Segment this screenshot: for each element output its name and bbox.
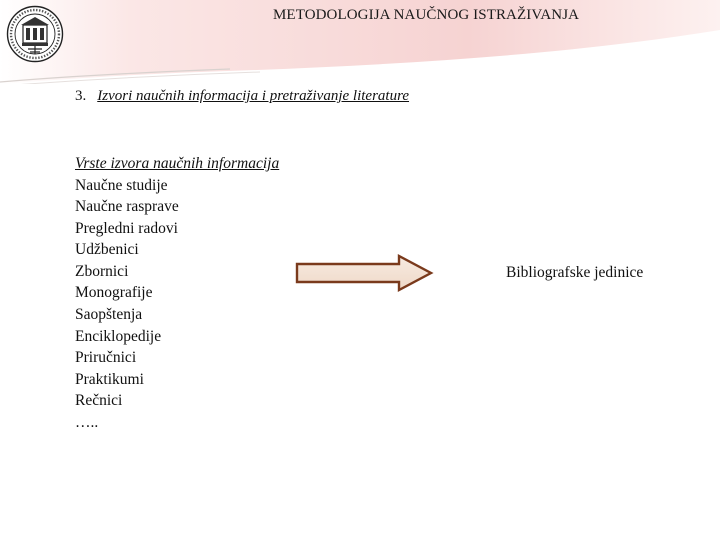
result-label: Bibliografske jedinice — [506, 264, 644, 281]
section-number: 3. — [75, 88, 87, 104]
list-item: Priručnici — [75, 349, 137, 367]
list-item: Pregledni radovi — [75, 219, 178, 237]
sources-heading: Vrste izvora naučnih informacija — [75, 155, 280, 172]
sources-list — [75, 175, 279, 434]
sources-list-block — [75, 153, 279, 434]
page-header-title: METODOLOGIJA NAUČNOG ISTRAŽIVANJA — [273, 7, 580, 23]
list-item: Enciklopedije — [75, 327, 162, 345]
list-item: ….. — [75, 414, 99, 432]
university-seal-icon — [6, 5, 64, 63]
list-item: Zbornici — [75, 262, 129, 280]
list-item: Rečnici — [75, 392, 123, 410]
right-arrow-icon — [295, 254, 435, 292]
list-item: Naučne rasprave — [75, 198, 179, 216]
list-item: Naučne studije — [75, 176, 168, 194]
list-item: Saopštenja — [75, 306, 143, 324]
list-item: Udžbenici — [75, 241, 139, 259]
section-heading — [75, 88, 409, 105]
list-item: Monografije — [75, 284, 153, 302]
section-title: Izvori naučnih informacija i pretraživanje literature — [97, 88, 410, 104]
list-item: Praktikumi — [75, 370, 144, 388]
